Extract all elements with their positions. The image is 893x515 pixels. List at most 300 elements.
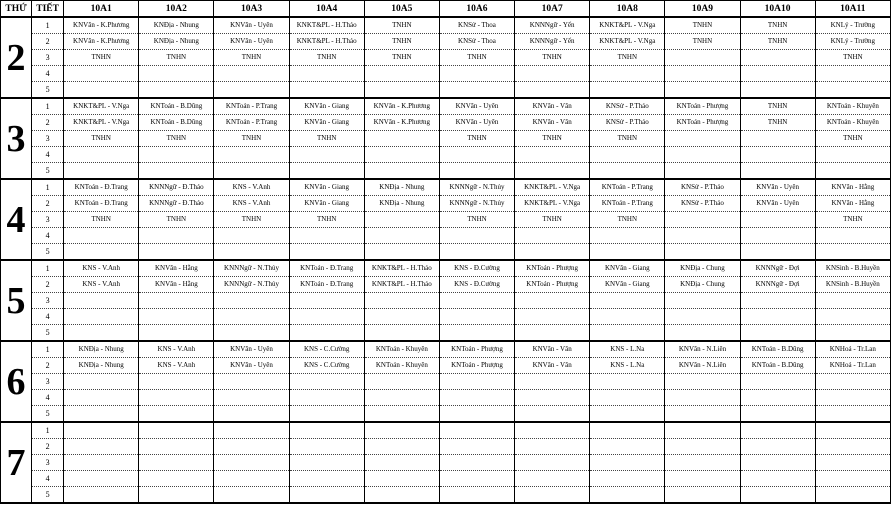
schedule-cell [139, 66, 214, 82]
schedule-cell [364, 244, 439, 261]
schedule-cell [665, 147, 740, 163]
schedule-cell: KNToán - Phượng [515, 277, 590, 293]
schedule-cell: TNHN [665, 34, 740, 50]
schedule-cell [665, 455, 740, 471]
schedule-cell: TNHN [815, 212, 890, 228]
schedule-cell [665, 309, 740, 325]
schedule-cell: KNS - V.Anh [64, 277, 139, 293]
schedule-cell: KNKT&PL - H.Thảo [289, 34, 364, 50]
period-cell: 3 [32, 293, 64, 309]
schedule-cell [139, 374, 214, 390]
class-header: 10A1 [64, 1, 139, 18]
schedule-cell [439, 422, 514, 439]
schedule-cell: TNHN [439, 212, 514, 228]
schedule-cell: KNToán - Đ.Trang [64, 196, 139, 212]
schedule-cell [289, 439, 364, 455]
schedule-cell [740, 471, 815, 487]
schedule-cell [139, 455, 214, 471]
schedule-cell [214, 406, 289, 423]
schedule-cell [139, 422, 214, 439]
schedule-cell [665, 293, 740, 309]
schedule-cell [590, 487, 665, 504]
period-cell: 4 [32, 66, 64, 82]
schedule-cell: KNS - Đ.Cường [439, 260, 514, 277]
schedule-cell [665, 228, 740, 244]
schedule-cell: KNĐịa - Chung [665, 260, 740, 277]
schedule-cell: KNKT&PL - V.Nga [64, 115, 139, 131]
class-header: 10A6 [439, 1, 514, 18]
schedule-cell: TNHN [139, 131, 214, 147]
schedule-cell: KNNNgữ - N.Thủy [214, 260, 289, 277]
schedule-cell: KNToán - Phượng [665, 98, 740, 115]
schedule-cell [439, 309, 514, 325]
schedule-cell [515, 244, 590, 261]
period-cell: 2 [32, 277, 64, 293]
schedule-cell [64, 374, 139, 390]
period-cell: 2 [32, 196, 64, 212]
period-row [1, 50, 891, 66]
schedule-cell: KNKT&PL - V.Nga [590, 34, 665, 50]
schedule-cell [815, 374, 890, 390]
schedule-cell: KNToán - P.Trang [590, 196, 665, 212]
schedule-cell [214, 325, 289, 342]
period-row [1, 358, 891, 374]
schedule-cell [815, 66, 890, 82]
schedule-cell: KNĐịa - Chung [665, 277, 740, 293]
schedule-cell [139, 244, 214, 261]
schedule-cell [740, 131, 815, 147]
schedule-cell: KNKT&PL - V.Nga [590, 17, 665, 34]
schedule-cell [590, 439, 665, 455]
schedule-cell [815, 406, 890, 423]
schedule-cell [289, 471, 364, 487]
class-header: 10A9 [665, 1, 740, 18]
period-cell: 2 [32, 358, 64, 374]
schedule-cell [64, 228, 139, 244]
schedule-cell [139, 325, 214, 342]
schedule-cell [214, 293, 289, 309]
schedule-cell [289, 422, 364, 439]
schedule-cell [64, 82, 139, 99]
class-header: 10A3 [214, 1, 289, 18]
schedule-cell: KNToán - Đ.Trang [289, 260, 364, 277]
schedule-cell: KNS - V.Anh [214, 196, 289, 212]
schedule-cell [289, 325, 364, 342]
schedule-cell: TNHN [515, 212, 590, 228]
schedule-cell [665, 406, 740, 423]
schedule-cell: KNSử - P.Thảo [665, 179, 740, 196]
schedule-cell [64, 422, 139, 439]
schedule-cell [740, 422, 815, 439]
schedule-cell [364, 390, 439, 406]
period-cell: 5 [32, 163, 64, 180]
schedule-cell [139, 309, 214, 325]
schedule-cell [740, 212, 815, 228]
schedule-cell [289, 293, 364, 309]
schedule-cell: KNSinh - B.Huyền [815, 277, 890, 293]
schedule-cell [515, 293, 590, 309]
schedule-cell: TNHN [364, 34, 439, 50]
schedule-cell [139, 228, 214, 244]
schedule-cell [515, 439, 590, 455]
schedule-cell [815, 325, 890, 342]
schedule-cell: KNS - V.Anh [139, 358, 214, 374]
schedule-cell: KNVăn - Giang [289, 98, 364, 115]
schedule-cell: KNHoá - Tr.Lan [815, 358, 890, 374]
schedule-cell [64, 487, 139, 504]
period-row [1, 17, 891, 34]
period-row [1, 244, 891, 261]
schedule-cell: KNVăn - K.Phương [64, 34, 139, 50]
schedule-cell: KNS - Đ.Cường [439, 277, 514, 293]
period-row [1, 98, 891, 115]
schedule-cell [214, 147, 289, 163]
schedule-cell [665, 471, 740, 487]
period-cell: 5 [32, 82, 64, 99]
class-header: 10A4 [289, 1, 364, 18]
schedule-cell: KNToán - P.Trang [590, 179, 665, 196]
schedule-cell [665, 163, 740, 180]
schedule-cell [740, 66, 815, 82]
period-row [1, 406, 891, 423]
schedule-cell: KNS - C.Cường [289, 358, 364, 374]
schedule-cell [590, 293, 665, 309]
schedule-cell: TNHN [515, 131, 590, 147]
day-header: THỨ [1, 1, 32, 18]
schedule-cell: TNHN [665, 17, 740, 34]
period-cell: 3 [32, 212, 64, 228]
period-row [1, 34, 891, 50]
schedule-cell [214, 244, 289, 261]
schedule-cell: KNVăn - Uyên [214, 341, 289, 358]
schedule-cell [139, 487, 214, 504]
schedule-cell: KNToán - Đ.Trang [289, 277, 364, 293]
schedule-cell [815, 147, 890, 163]
schedule-cell: KNVăn - Giang [289, 179, 364, 196]
schedule-cell [364, 147, 439, 163]
class-header: 10A11 [815, 1, 890, 18]
schedule-cell: KNS - V.Anh [214, 179, 289, 196]
schedule-cell [289, 163, 364, 180]
class-header: 10A5 [364, 1, 439, 18]
schedule-cell: TNHN [815, 131, 890, 147]
schedule-cell: TNHN [439, 50, 514, 66]
schedule-cell [364, 82, 439, 99]
schedule-cell [289, 228, 364, 244]
schedule-cell [665, 212, 740, 228]
period-row [1, 293, 891, 309]
schedule-cell: KNSinh - B.Huyền [815, 260, 890, 277]
schedule-cell [64, 147, 139, 163]
schedule-cell [590, 163, 665, 180]
schedule-cell [590, 147, 665, 163]
period-cell: 1 [32, 17, 64, 34]
schedule-cell: KNVăn - Hằng [139, 277, 214, 293]
schedule-cell [815, 82, 890, 99]
schedule-cell [590, 325, 665, 342]
schedule-cell [214, 439, 289, 455]
schedule-cell [815, 487, 890, 504]
schedule-cell [214, 471, 289, 487]
schedule-cell [815, 471, 890, 487]
schedule-cell: KNVăn - Uyên [740, 196, 815, 212]
schedule-cell: KNVăn - Uyên [214, 34, 289, 50]
schedule-cell [665, 439, 740, 455]
schedule-cell [439, 325, 514, 342]
schedule-cell [214, 374, 289, 390]
schedule-cell: KNNNgữ - Đợi [740, 277, 815, 293]
schedule-cell: KNVăn - Giang [590, 260, 665, 277]
schedule-cell [64, 406, 139, 423]
schedule-cell [740, 163, 815, 180]
schedule-cell [139, 147, 214, 163]
schedule-cell: KNKT&PL - H.Thảo [364, 260, 439, 277]
schedule-cell: TNHN [364, 50, 439, 66]
period-cell: 3 [32, 455, 64, 471]
period-row [1, 82, 891, 99]
schedule-cell [515, 325, 590, 342]
schedule-cell: KNToán - B.Dũng [740, 341, 815, 358]
period-cell: 4 [32, 471, 64, 487]
day-cell: 2 [1, 17, 32, 98]
schedule-cell: KNĐịa - Nhung [139, 17, 214, 34]
schedule-cell: TNHN [289, 50, 364, 66]
schedule-cell: KNNNgữ - Đợi [740, 260, 815, 277]
period-row [1, 115, 891, 131]
schedule-cell: KNHoá - Tr.Lan [815, 341, 890, 358]
schedule-cell [815, 455, 890, 471]
schedule-cell [64, 325, 139, 342]
schedule-cell [214, 390, 289, 406]
schedule-cell [64, 163, 139, 180]
period-row [1, 196, 891, 212]
schedule-cell: KNVăn - Uyên [214, 358, 289, 374]
schedule-cell [590, 82, 665, 99]
schedule-cell [289, 82, 364, 99]
schedule-cell [439, 487, 514, 504]
schedule-cell [439, 82, 514, 99]
schedule-cell [439, 374, 514, 390]
schedule-cell [439, 228, 514, 244]
schedule-cell: KNVăn - Uyên [740, 179, 815, 196]
period-row [1, 179, 891, 196]
schedule-cell [64, 309, 139, 325]
period-cell: 4 [32, 147, 64, 163]
schedule-cell [364, 228, 439, 244]
day-cell: 4 [1, 179, 32, 260]
schedule-cell [439, 406, 514, 423]
schedule-cell: KNVăn - Giang [590, 277, 665, 293]
schedule-cell [515, 390, 590, 406]
schedule-cell [64, 455, 139, 471]
schedule-cell [214, 228, 289, 244]
schedule-cell [364, 374, 439, 390]
schedule-cell: TNHN [740, 98, 815, 115]
period-cell: 1 [32, 422, 64, 439]
schedule-cell [665, 487, 740, 504]
schedule-cell [439, 244, 514, 261]
schedule-cell: KNVăn - K.Phương [364, 98, 439, 115]
schedule-cell [665, 244, 740, 261]
schedule-cell [64, 390, 139, 406]
schedule-cell [815, 422, 890, 439]
schedule-cell: KNNNgữ - N.Thủy [439, 196, 514, 212]
schedule-cell [364, 309, 439, 325]
schedule-cell: KNS - L.Na [590, 341, 665, 358]
schedule-cell [364, 487, 439, 504]
schedule-cell [740, 439, 815, 455]
schedule-cell: KNToán - Phượng [439, 341, 514, 358]
schedule-cell: KNToán - Đ.Trang [64, 179, 139, 196]
day-cell: 5 [1, 260, 32, 341]
class-header: 10A8 [590, 1, 665, 18]
schedule-cell [364, 422, 439, 439]
schedule-cell [439, 471, 514, 487]
schedule-cell: KNVăn - Vân [515, 98, 590, 115]
schedule-cell [289, 244, 364, 261]
period-row [1, 163, 891, 180]
period-row [1, 131, 891, 147]
timetable-body [1, 17, 891, 503]
schedule-cell: KNVăn - Uyên [214, 17, 289, 34]
schedule-cell: KNSử - Thoa [439, 17, 514, 34]
schedule-cell: KNToán - B.Dũng [139, 115, 214, 131]
schedule-cell [590, 374, 665, 390]
schedule-cell [665, 131, 740, 147]
schedule-cell: TNHN [214, 212, 289, 228]
schedule-cell: KNNNgữ - N.Thủy [439, 179, 514, 196]
schedule-cell: KNS - C.Cường [289, 341, 364, 358]
schedule-cell: KNNNgữ - Yến [515, 34, 590, 50]
schedule-cell [139, 439, 214, 455]
schedule-cell [815, 163, 890, 180]
schedule-cell [289, 455, 364, 471]
schedule-cell [665, 374, 740, 390]
schedule-cell: KNToán - Khuyên [364, 358, 439, 374]
period-row [1, 341, 891, 358]
schedule-cell [214, 455, 289, 471]
schedule-cell [665, 66, 740, 82]
schedule-cell [515, 455, 590, 471]
schedule-cell [740, 455, 815, 471]
schedule-cell [815, 293, 890, 309]
schedule-cell [515, 66, 590, 82]
schedule-cell [139, 82, 214, 99]
schedule-cell: KNToán - B.Dũng [740, 358, 815, 374]
period-row [1, 471, 891, 487]
schedule-cell: KNĐịa - Nhung [364, 196, 439, 212]
schedule-cell [515, 82, 590, 99]
schedule-cell [740, 406, 815, 423]
schedule-cell: TNHN [139, 212, 214, 228]
schedule-cell [364, 293, 439, 309]
schedule-cell [515, 163, 590, 180]
period-cell: 5 [32, 406, 64, 423]
schedule-cell [740, 82, 815, 99]
schedule-cell: TNHN [815, 50, 890, 66]
schedule-cell [815, 244, 890, 261]
schedule-cell [590, 244, 665, 261]
schedule-cell [364, 325, 439, 342]
schedule-cell: TNHN [289, 212, 364, 228]
schedule-cell: KNLý - Trường [815, 34, 890, 50]
schedule-cell: KNToán - P.Trang [214, 98, 289, 115]
schedule-cell [439, 163, 514, 180]
schedule-cell [364, 455, 439, 471]
schedule-cell: KNSử - P.Thảo [590, 98, 665, 115]
schedule-cell [64, 66, 139, 82]
day-cell: 6 [1, 341, 32, 422]
schedule-cell: KNVăn - Hằng [815, 196, 890, 212]
schedule-cell [364, 66, 439, 82]
schedule-cell: KNKT&PL - V.Nga [515, 179, 590, 196]
period-row [1, 325, 891, 342]
schedule-cell: TNHN [214, 131, 289, 147]
schedule-cell [289, 406, 364, 423]
schedule-cell [740, 244, 815, 261]
schedule-cell: KNKT&PL - H.Thảo [289, 17, 364, 34]
schedule-cell [590, 309, 665, 325]
schedule-cell [815, 228, 890, 244]
schedule-cell [815, 390, 890, 406]
schedule-cell [364, 163, 439, 180]
schedule-cell: TNHN [139, 50, 214, 66]
schedule-cell: KNToán - Khuyên [364, 341, 439, 358]
schedule-cell [590, 406, 665, 423]
schedule-cell [289, 309, 364, 325]
schedule-cell: KNVăn - Hằng [815, 179, 890, 196]
day-cell: 7 [1, 422, 32, 503]
schedule-cell: TNHN [64, 212, 139, 228]
schedule-cell [364, 439, 439, 455]
schedule-cell: TNHN [740, 17, 815, 34]
schedule-cell: KNToán - Phượng [439, 358, 514, 374]
period-row [1, 309, 891, 325]
period-row [1, 390, 891, 406]
schedule-cell: KNVăn - Giang [289, 196, 364, 212]
schedule-cell: KNToán - Khuyên [815, 98, 890, 115]
schedule-cell: KNĐịa - Nhung [364, 179, 439, 196]
schedule-cell [665, 82, 740, 99]
schedule-cell [515, 422, 590, 439]
period-row [1, 260, 891, 277]
schedule-cell: TNHN [289, 131, 364, 147]
schedule-cell: TNHN [590, 212, 665, 228]
schedule-cell [665, 422, 740, 439]
schedule-cell [64, 439, 139, 455]
schedule-cell: KNKT&PL - V.Nga [64, 98, 139, 115]
schedule-cell [439, 66, 514, 82]
schedule-cell [214, 66, 289, 82]
schedule-cell [289, 374, 364, 390]
schedule-cell: KNVăn - N.Liên [665, 358, 740, 374]
schedule-cell: KNVăn - K.Phương [64, 17, 139, 34]
period-cell: 5 [32, 487, 64, 504]
schedule-cell: KNVăn - Uyên [439, 98, 514, 115]
schedule-cell: KNKT&PL - V.Nga [515, 196, 590, 212]
period-cell: 2 [32, 34, 64, 50]
day-cell: 3 [1, 98, 32, 179]
period-cell: 4 [32, 309, 64, 325]
schedule-cell: KNNNgữ - Đ.Thảo [139, 196, 214, 212]
schedule-cell [289, 147, 364, 163]
schedule-cell [590, 455, 665, 471]
schedule-cell: KNKT&PL - H.Thảo [364, 277, 439, 293]
period-cell: 1 [32, 98, 64, 115]
schedule-cell [665, 50, 740, 66]
schedule-cell: KNToán - Phượng [515, 260, 590, 277]
schedule-cell [515, 471, 590, 487]
